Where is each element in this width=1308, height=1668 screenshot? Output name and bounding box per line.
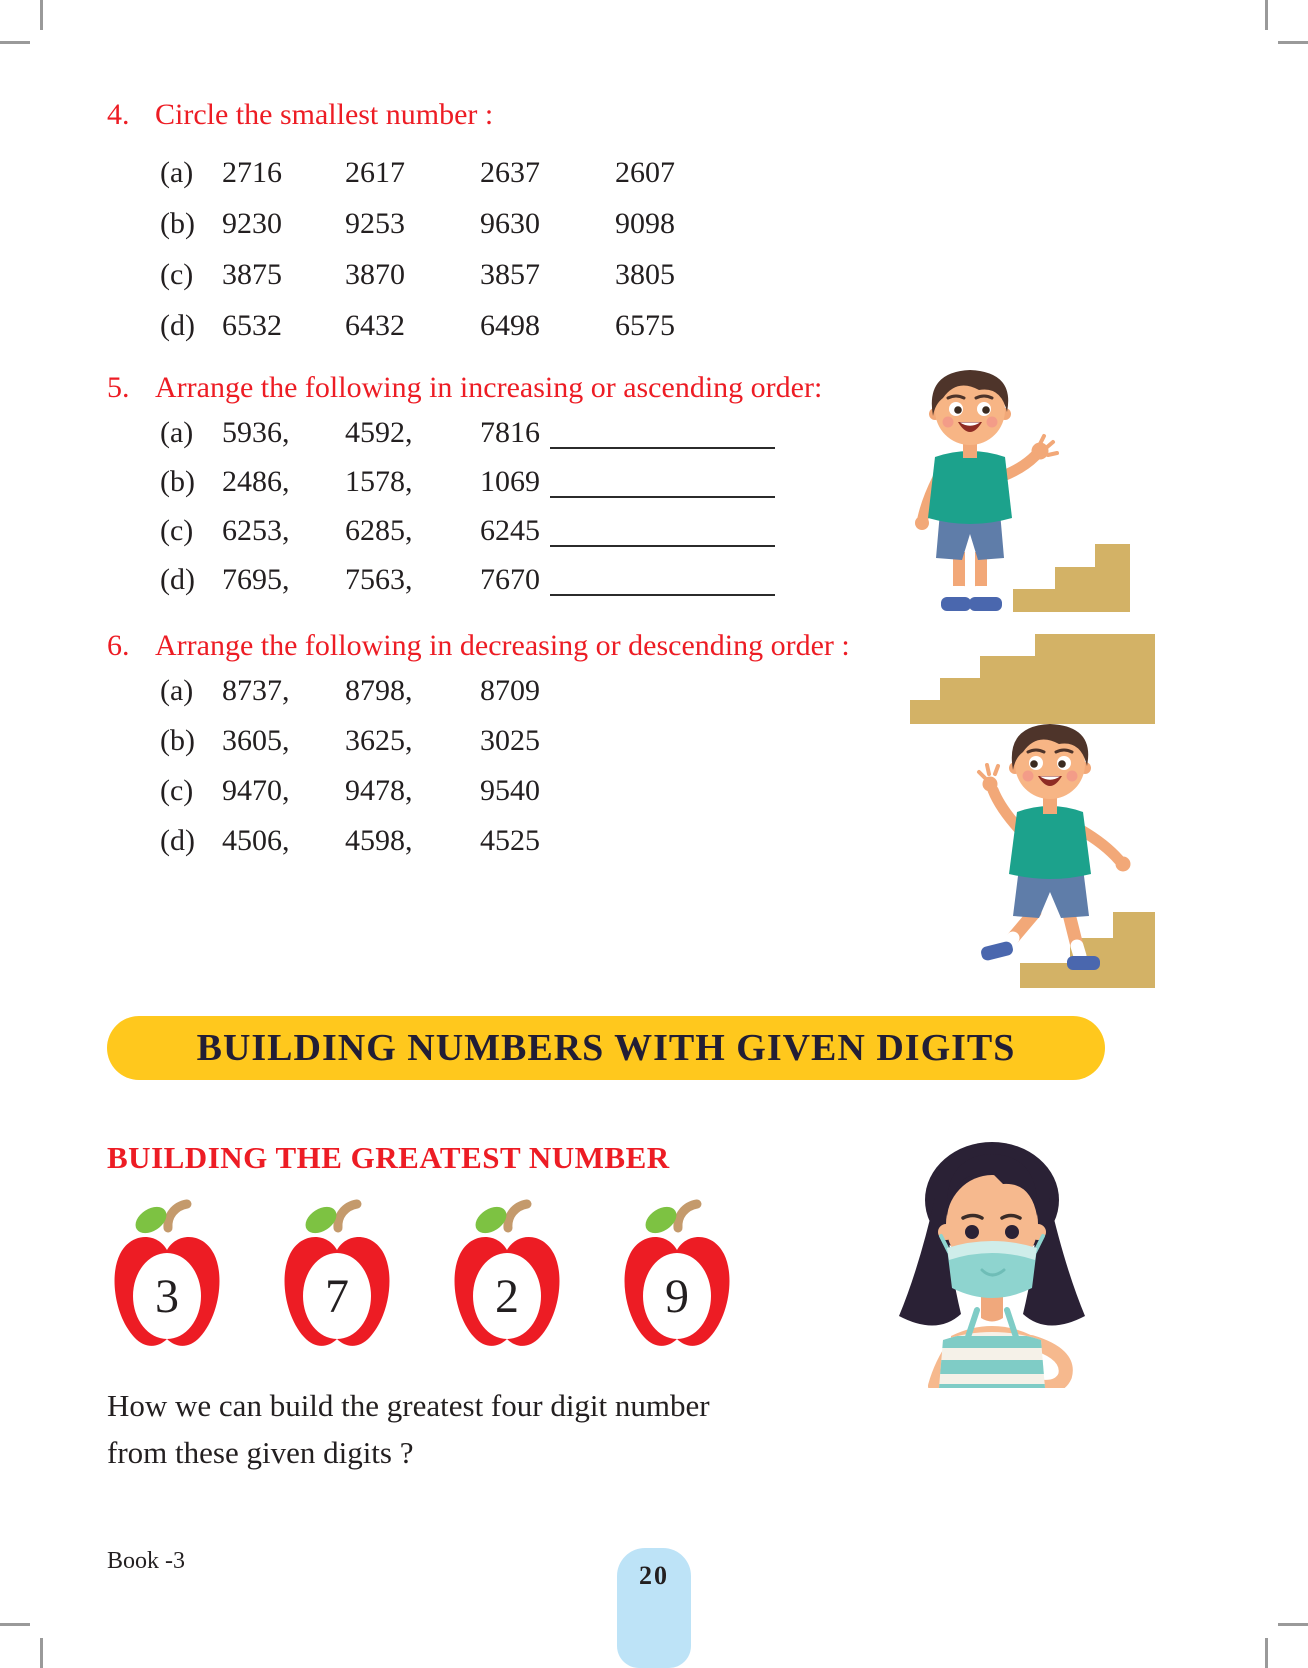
number-value: 3857 <box>480 257 540 291</box>
question-4-row-a <box>107 147 967 198</box>
row-label: (a) <box>160 674 194 707</box>
number-value: 6432 <box>345 308 405 342</box>
number-value: 1578, <box>345 464 413 498</box>
number-value: 9478, <box>345 774 413 807</box>
number-value: 4592, <box>345 415 413 449</box>
prompt-text <box>107 1382 710 1476</box>
question-number: 6. <box>107 629 130 662</box>
answer-blank-line <box>550 417 775 449</box>
crop-mark-icon <box>0 1623 30 1626</box>
question-4 <box>107 95 967 351</box>
number-value: 9630 <box>480 206 540 240</box>
row-label: (b) <box>160 206 195 240</box>
book-label: Book -3 <box>107 1548 185 1574</box>
page-number-tab <box>617 1548 691 1668</box>
prompt-line-1: How we can build the greatest four digit number <box>107 1388 710 1423</box>
number-value: 3025 <box>480 724 540 757</box>
question-title: Circle the smallest number : <box>155 98 494 131</box>
number-value: 2716 <box>222 155 282 189</box>
number-value: 2486, <box>222 464 290 498</box>
apple-digits-row <box>107 1198 737 1356</box>
apple-digit: 9 <box>665 1270 689 1323</box>
number-value: 3605, <box>222 724 290 757</box>
number-value: 7563, <box>345 562 413 596</box>
number-value: 8798, <box>345 674 413 707</box>
question-number: 5. <box>107 371 130 404</box>
girl-wearing-mask-illustration <box>885 1128 1100 1393</box>
crop-mark-icon <box>1265 0 1268 30</box>
apple-digit: 3 <box>155 1270 179 1323</box>
number-value: 3875 <box>222 257 282 291</box>
page-number: 20 <box>639 1561 669 1590</box>
number-value: 3625, <box>345 724 413 757</box>
number-value: 6532 <box>222 308 282 342</box>
row-label: (b) <box>160 724 195 757</box>
question-6-row-b <box>107 716 967 766</box>
number-value: 1069 <box>480 464 540 498</box>
number-value: 6498 <box>480 308 540 342</box>
number-value: 8737, <box>222 674 290 707</box>
row-label: (b) <box>160 464 195 498</box>
number-value: 6253, <box>222 513 290 547</box>
number-value: 6285, <box>345 513 413 547</box>
number-value: 4525 <box>480 824 540 857</box>
crop-mark-icon <box>0 41 30 44</box>
number-value: 2617 <box>345 155 405 189</box>
apple-digit-icon <box>617 1198 737 1356</box>
question-4-row-d <box>107 300 967 351</box>
number-value: 7816 <box>480 415 540 449</box>
section-banner <box>107 1016 1105 1080</box>
number-value: 2607 <box>615 155 675 189</box>
number-value: 3870 <box>345 257 405 291</box>
crop-mark-icon <box>40 0 43 30</box>
question-4-row-b <box>107 198 967 249</box>
prompt-line-2: from these given digits ? <box>107 1435 414 1470</box>
number-value: 6575 <box>615 308 675 342</box>
apple-digit-icon <box>447 1198 567 1356</box>
section-banner-title: BUILDING NUMBERS WITH GIVEN DIGITS <box>196 1027 1016 1069</box>
question-4-row-c <box>107 249 967 300</box>
apple-digit-icon <box>277 1198 397 1356</box>
question-6-row-d <box>107 816 967 866</box>
apple-digit-icon <box>107 1198 227 1356</box>
question-5 <box>107 368 967 604</box>
subsection-heading: BUILDING THE GREATEST NUMBER <box>107 1140 670 1175</box>
crop-mark-icon <box>40 1638 43 1668</box>
number-value: 4506, <box>222 824 290 857</box>
number-value: 7695, <box>222 562 290 596</box>
question-5-row-d <box>107 555 967 604</box>
apple-digit: 2 <box>495 1270 519 1323</box>
crop-mark-icon <box>1265 1638 1268 1668</box>
question-4-heading <box>107 95 967 135</box>
number-value: 8709 <box>480 674 540 707</box>
boy-climbing-stairs-illustration <box>865 360 1130 617</box>
row-label: (c) <box>160 513 194 547</box>
number-value: 4598, <box>345 824 413 857</box>
question-title: Arrange the following in increasing or ascending order: <box>155 371 823 404</box>
number-value: 3805 <box>615 257 675 291</box>
question-title: Arrange the following in decreasing or descending order : <box>155 629 850 662</box>
number-value: 9540 <box>480 774 540 807</box>
question-5-row-c <box>107 506 967 555</box>
question-5-heading <box>107 368 967 408</box>
question-5-row-b <box>107 457 967 506</box>
number-value: 6245 <box>480 513 540 547</box>
answer-blank-line <box>550 564 775 596</box>
boy-descending-stairs-illustration <box>885 616 1155 993</box>
row-label: (c) <box>160 774 194 807</box>
number-value: 9253 <box>345 206 405 240</box>
question-5-row-a <box>107 408 967 457</box>
answer-blank-line <box>550 466 775 498</box>
question-6-row-c <box>107 766 967 816</box>
question-6-heading <box>107 626 967 666</box>
row-label: (d) <box>160 824 195 857</box>
number-value: 9230 <box>222 206 282 240</box>
number-value: 5936, <box>222 415 290 449</box>
row-label: (d) <box>160 308 195 342</box>
answer-blank-line <box>550 515 775 547</box>
question-6-row-a <box>107 666 967 716</box>
row-label: (d) <box>160 562 195 596</box>
number-value: 9098 <box>615 206 675 240</box>
row-label: (c) <box>160 257 194 291</box>
apple-digit: 7 <box>325 1270 349 1323</box>
row-label: (a) <box>160 155 194 189</box>
number-value: 2637 <box>480 155 540 189</box>
number-value: 9470, <box>222 774 290 807</box>
question-6 <box>107 626 967 866</box>
question-number: 4. <box>107 98 130 131</box>
row-label: (a) <box>160 415 194 449</box>
crop-mark-icon <box>1278 41 1308 44</box>
crop-mark-icon <box>1278 1623 1308 1626</box>
number-value: 7670 <box>480 562 540 596</box>
